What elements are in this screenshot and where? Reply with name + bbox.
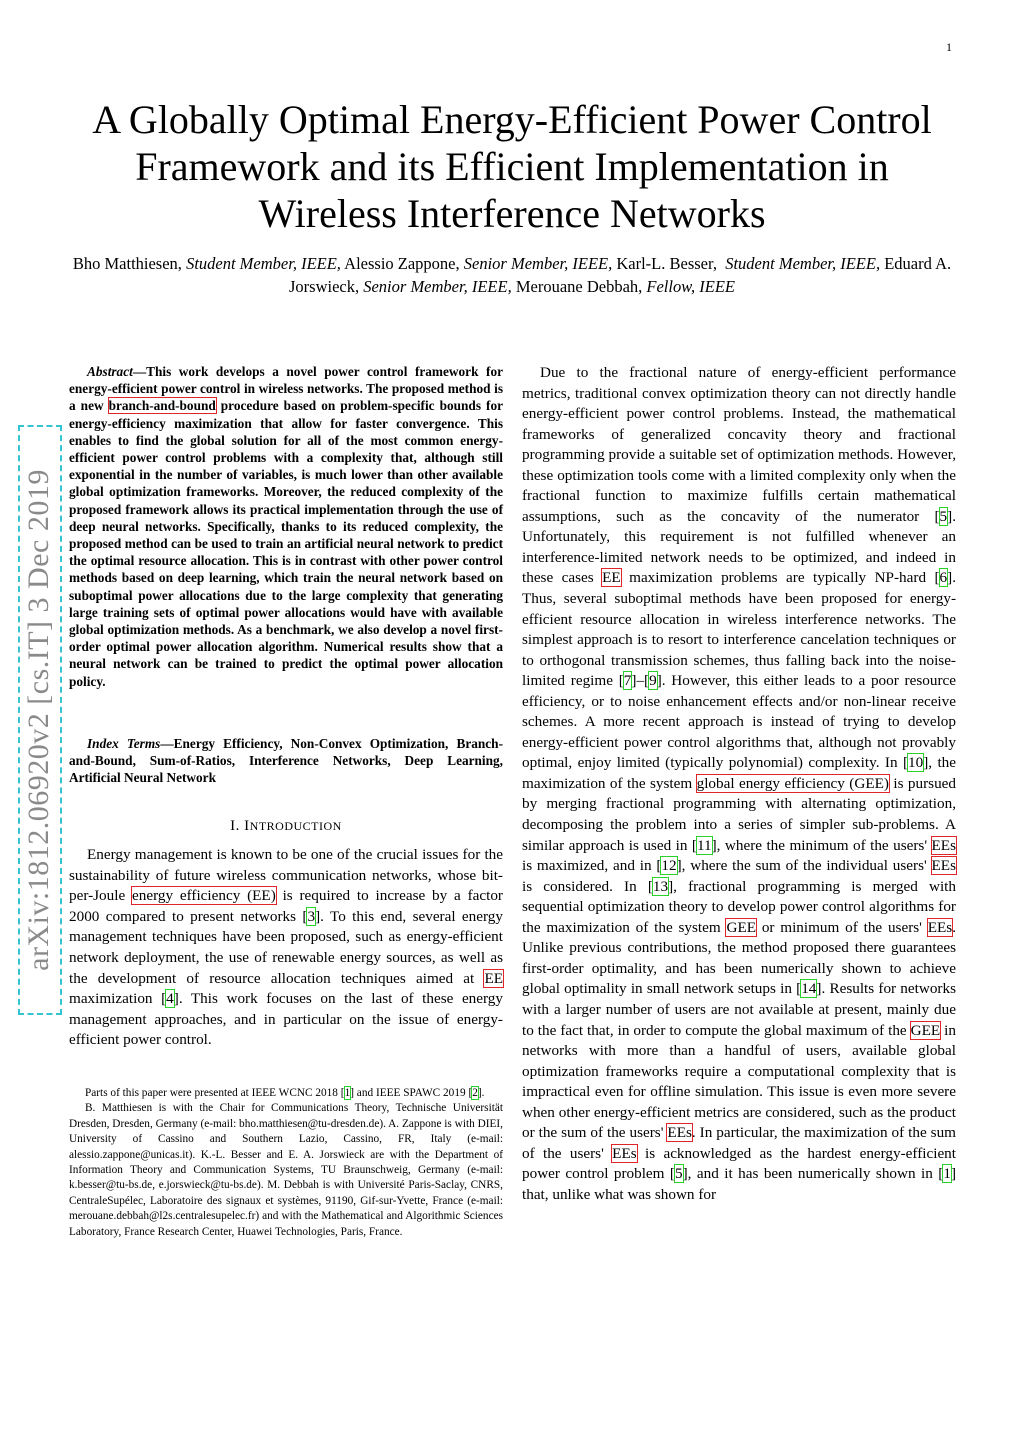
citation-link[interactable]: 7: [623, 672, 632, 690]
acronym-link[interactable]: EEs: [667, 1124, 692, 1142]
paper-title: [60, 96, 964, 237]
body-text: in networks with more than a handful of users, available global optimization frameworks require a computational complexity that is impractical even for offline simulation. This issue is even more severe when other energy-efficient metrics are considered, such as the product or the sum of the users': [522, 1021, 956, 1142]
body-text: . Thus, several suboptimal methods have been proposed for energy-efficient resource allocation in wireless interference networks. The simplest approach is to resort to interference cancelation techniques or to orthogonal transmission schemes, thus falling back into the noise-limited regime: [522, 569, 956, 690]
citation-link[interactable]: 3: [307, 907, 316, 925]
acronym-link[interactable]: EE: [602, 569, 621, 587]
body-text: , the maximization of the system: [522, 754, 956, 792]
author-role: Fellow, IEEE: [646, 277, 735, 296]
footnotes: [69, 1086, 503, 1240]
author-name: Merouane Debbah,: [515, 277, 643, 296]
author-role: Student Member, IEEE,: [725, 254, 881, 273]
body-text: . Results for networks with a larger number of users are not available at present, mainly due to the fact that, in order to compute the global maximum of the: [522, 980, 956, 1039]
citation-link[interactable]: 1: [943, 1165, 951, 1183]
author-name: Karl-L. Besser,: [616, 254, 717, 273]
body-text: is pursued by merging fractional programming with alternating optimization, decomposing the problem into a series of simpler sub-problems. A similar approach is used in: [522, 774, 956, 854]
author-name: Eduard A. Jorswieck,: [289, 254, 952, 296]
body-text: . To this end, several energy management techniques have been proposed, such as energy-efficient network deployment, the use of renewable energy sources, as well as the development of resource allocation techniques aimed at: [69, 907, 503, 987]
body-text: is required to increase by a factor 2000 compared to present networks: [69, 887, 503, 925]
index-terms-dash: —: [160, 736, 174, 751]
body-text: . This work focuses on the last of these energy management approaches, and in particular on the issue of energy-efficient power control.: [69, 990, 503, 1049]
body-text: . However, this either leads to a poor resource efficiency, or to noise enhancement effects and/or non-linear receive schemes. A more recent approach is instead of trying to develop energy-efficient power control algorithms that, although not provably optimal, enjoy limited (typically polynomial) complexity. In: [522, 672, 956, 772]
title-line-2: Framework and its Efficient Implementation in: [135, 144, 889, 189]
arxiv-stamp[interactable]: arXiv:1812.06920v2 [cs.IT] 3 Dec 2019: [18, 425, 62, 1015]
index-terms: [69, 735, 503, 787]
body-text: , where the minimum of the users': [716, 836, 932, 854]
abstract-dash: —: [132, 364, 147, 379]
citation-link[interactable]: 4: [166, 990, 174, 1008]
body-text: maximization problems are typically NP-hard: [620, 569, 935, 587]
body-text: –: [636, 672, 645, 690]
citation-link[interactable]: 1: [344, 1087, 351, 1099]
author-role: Senior Member, IEEE,: [463, 254, 613, 273]
section-heading: [69, 818, 503, 835]
citation-link[interactable]: 13: [652, 877, 669, 895]
section-title-rest: NTRODUCTION: [249, 819, 342, 833]
acronym-link[interactable]: EEs: [931, 857, 956, 875]
acronym-link[interactable]: GEE: [726, 918, 757, 936]
index-terms-text: Energy Efficiency, Non-Convex Optimization, Branch-and-Bound, Sum-of-Ratios, Interference Networks, Deep Learning, Artificial Neural Network: [69, 736, 504, 786]
citation-link[interactable]: 5: [939, 507, 948, 525]
body-text: , and it has been numerically shown in: [687, 1165, 939, 1183]
body-text: that, unlike what was shown for: [522, 1185, 717, 1203]
right-column-paragraph: Due to the fractional nature of energy-efficient performance metrics, traditional convex optimization theory can not directly handle energy-efficient power control problems. Instead, the mathematical frameworks of generalized concavity theory and fractional programming provide a suitable set of optimization methods. However, these optimization tools come with a limited complexity only when the fractional function to maximize fulfills certain mathematical assumptions, such as the concavity of the numerator [5]. Unfortunately, this requirement is not fulfilled whenever an interference-limited network needs to be optimized, and indeed in these cases EE maximization problems are typically NP-hard [6]. Thus, several suboptimal methods have been proposed for energy-efficient resource allocation in wireless interference networks. The simplest approach is to resort to interference cancelation techniques or to orthogonal transmission schemes, thus falling back into the noise-limited regime [7]–[9]. However, this either leads to a poor resource efficiency, or to noise enhancement effects and/or non-linear receive schemes. A more recent approach is instead of trying to develop energy-efficient power control algorithms that, although not provably optimal, enjoy limited (typically polynomial) complexity. In [10], the maximization of the system global energy efficiency (GEE) is pursued by merging fractional programming with alternating optimization, decomposing the problem into a series of simpler sub-problems. A similar approach is used in [11], where the minimum of the users' EEs is maximized, and in [12], where the sum of the individual users' EEs is considered. In [13], fractional programming is merged with sequential optimization theory to develop power control algorithms for the maximization of the system GEE or minimum of the users' EEs. Unlike previous contributions, the method proposed there guarantees first-order optimality, and has been numerically shown to achieve global optimality in small network setups in [14]. Results for networks with a larger number of users are not available at present, mainly due to the fact that, in order to compute the global maximum of the GEE in networks with more than a handful of users, available global optimization frameworks require a computational complexity that is impractical even for offline simulation. This issue is even more severe when other energy-efficient metrics are considered, such as the product or the sum of the users' EEs. In particular, the maximization of the sum of the users' EEs is acknowledged as the hardest energy-efficient power control problem [5], and it has been numerically shown in [1] that, unlike what was shown for: [522, 364, 956, 1203]
acronym-link[interactable]: energy efficiency (EE): [132, 887, 276, 905]
acronym-link[interactable]: GEE: [910, 1021, 941, 1039]
section-numeral: I.: [230, 818, 240, 834]
footnote-affiliations: B. Matthiesen is with the Chair for Communications Theory, Technische Universität Dresden, Dresden, Germany (e-mail: bho.matthiesen@tu-dresden.de). A. Zappone is with DIEI, University of Cassino and Southern Lazio, Cassino, FR, Italy (e-mail: alessio.zappone@unicas.it). K.-L. Besser and E. A. Jorswieck are with the Department of Information Theory and Communication Systems, TU Braunschweig, Germany (e-mail: k.besser@tu-bs.de, e.jorswieck@tu-bs.de). M. Debbah is with Université Paris-Saclay, CNRS, CentraleSupélec, Laboratoire des signaux et systèmes, 91190, Gif-sur-Yvette, France (e-mail: merouane.debbah@l2s.centralesupelec.fr) and with the Mathematical and Algorithmic Sciences Laboratory, France Research Center, Huawei Technologies, Paris, France.: [69, 1102, 503, 1238]
title-line-1: A Globally Optimal Energy-Efficient Power Control: [92, 97, 932, 142]
footnote-conference: Parts of this paper were presented at IEEE WCNC 2018 [1] and IEEE SPAWC 2019 [2].: [85, 1087, 485, 1099]
body-text: , where the sum of the individual users': [681, 857, 932, 875]
abstract-text: procedure based on problem-specific bounds for energy-efficiency maximization that allow for faster convergence. This enables to find the global solution for all of the most common energy-efficient power control problems with a complexity that, although still exponential in the number of variables, is much lower than other available global optimization frameworks. Moreover, the reduced complexity of the proposed framework allows its practical implementation through the use of deep neural networks. Specifically, thanks to its reduced complexity, the proposed method can be used to train an artificial neural network to predict the optimal resource allocation. This is in contrast with other power control methods based on deep learning, which train the neural network based on suboptimal power allocations due to the large complexity that generating large training sets of optimal power allocations would have with available global optimization methods. As a benchmark, we also develop a novel first-order optimal power allocation algorithm. Numerical results show that a neural network can be trained to predict the optimal power allocation policy.: [69, 398, 503, 689]
body-text: is acknowledged as the hardest energy-efficient power control problem: [522, 1144, 956, 1183]
author-role: Senior Member, IEEE,: [363, 277, 512, 296]
acronym-link[interactable]: EE: [484, 969, 503, 987]
acronym-link[interactable]: branch-and-bound: [108, 398, 216, 414]
index-terms-label: Index Terms: [87, 736, 161, 751]
body-text: is maximized, and in: [522, 857, 657, 875]
citation-link[interactable]: 6: [939, 569, 948, 587]
footnote-text: .: [481, 1087, 485, 1099]
body-text: , fractional programming is merged with sequential optimization theory to develop power control algorithms for the maximization of the system: [522, 877, 956, 936]
body-text: . Unfortunately, this requirement is not fulfilled whenever an interference-limited network needs to be optimized, and indeed in these cases: [522, 507, 956, 587]
author-name: Alessio Zappone,: [344, 254, 460, 273]
footnote-text: and IEEE SPAWC 2019: [353, 1087, 469, 1099]
citation-link[interactable]: 2: [472, 1087, 478, 1099]
abstract-text: This work develops a novel power control framework for energy-efficient power control in wireless networks. The proposed method is a new: [69, 364, 503, 414]
citation-link[interactable]: 10: [908, 754, 924, 772]
section-title-first: I: [244, 818, 250, 834]
footnote-text: Parts of this paper were presented at IEEE WCNC 2018: [85, 1087, 341, 1099]
acronym-link[interactable]: EEs: [927, 918, 953, 936]
author-role: Student Member, IEEE,: [186, 254, 341, 273]
body-text: maximization: [69, 990, 162, 1008]
abstract: [69, 363, 503, 690]
body-text: is considered. In: [522, 877, 648, 895]
body-text: or minimum of the users': [756, 918, 928, 936]
body-text: Due to the fractional nature of energy-efficient performance metrics, traditional convex optimization theory can not directly handle energy-efficient power control problems. Instead, the mathematical frameworks of generalized concavity theory and fractional programming provide a suitable set of optimization methods. However, these optimization tools come with a limited complexity only when the fractional function to maximize fulfills certain mathematical assumptions, such as the concavity of the numerator: [522, 364, 956, 525]
citation-link[interactable]: 5: [674, 1165, 683, 1183]
citation-link[interactable]: 14: [801, 980, 817, 998]
page-number: 1: [946, 40, 952, 54]
citation-link[interactable]: 9: [649, 672, 657, 690]
author-name: Bho Matthiesen,: [72, 254, 182, 273]
body-text: . In particular, the maximization of the sum of the users': [522, 1124, 956, 1162]
author-list: [70, 252, 954, 298]
acronym-link[interactable]: EEs: [931, 836, 956, 854]
abstract-label: Abstract: [87, 364, 133, 379]
intro-paragraph: Energy management is known to be one of the crucial issues for the sustainability of future wireless communication networks, whose bit-per-Joule energy efficiency (EE) is required to increase by a factor 2000 compared to present networks [3]. To this end, several energy management techniques have been proposed, such as energy-efficient network deployment, the use of renewable energy sources, as well as the development of resource allocation techniques aimed at EE maximization [4]. This work focuses on the last of these energy management approaches, and in particular on the issue of energy-efficient power control.: [69, 846, 503, 1049]
body-text: . Unlike previous contributions, the method proposed there guarantees first-order optimality, and has been numerically shown to achieve global optimality in small network setups in: [522, 918, 956, 998]
acronym-link[interactable]: global energy efficiency (GEE): [696, 774, 889, 792]
body-text: Energy management is known to be one of the crucial issues for the sustainability of future wireless communication networks, whose bit-per-Joule: [69, 846, 503, 905]
citation-link[interactable]: 12: [661, 857, 677, 875]
citation-link[interactable]: 11: [696, 836, 712, 854]
title-line-3: Wireless Interference Networks: [258, 191, 766, 236]
acronym-link[interactable]: EEs: [612, 1144, 637, 1162]
